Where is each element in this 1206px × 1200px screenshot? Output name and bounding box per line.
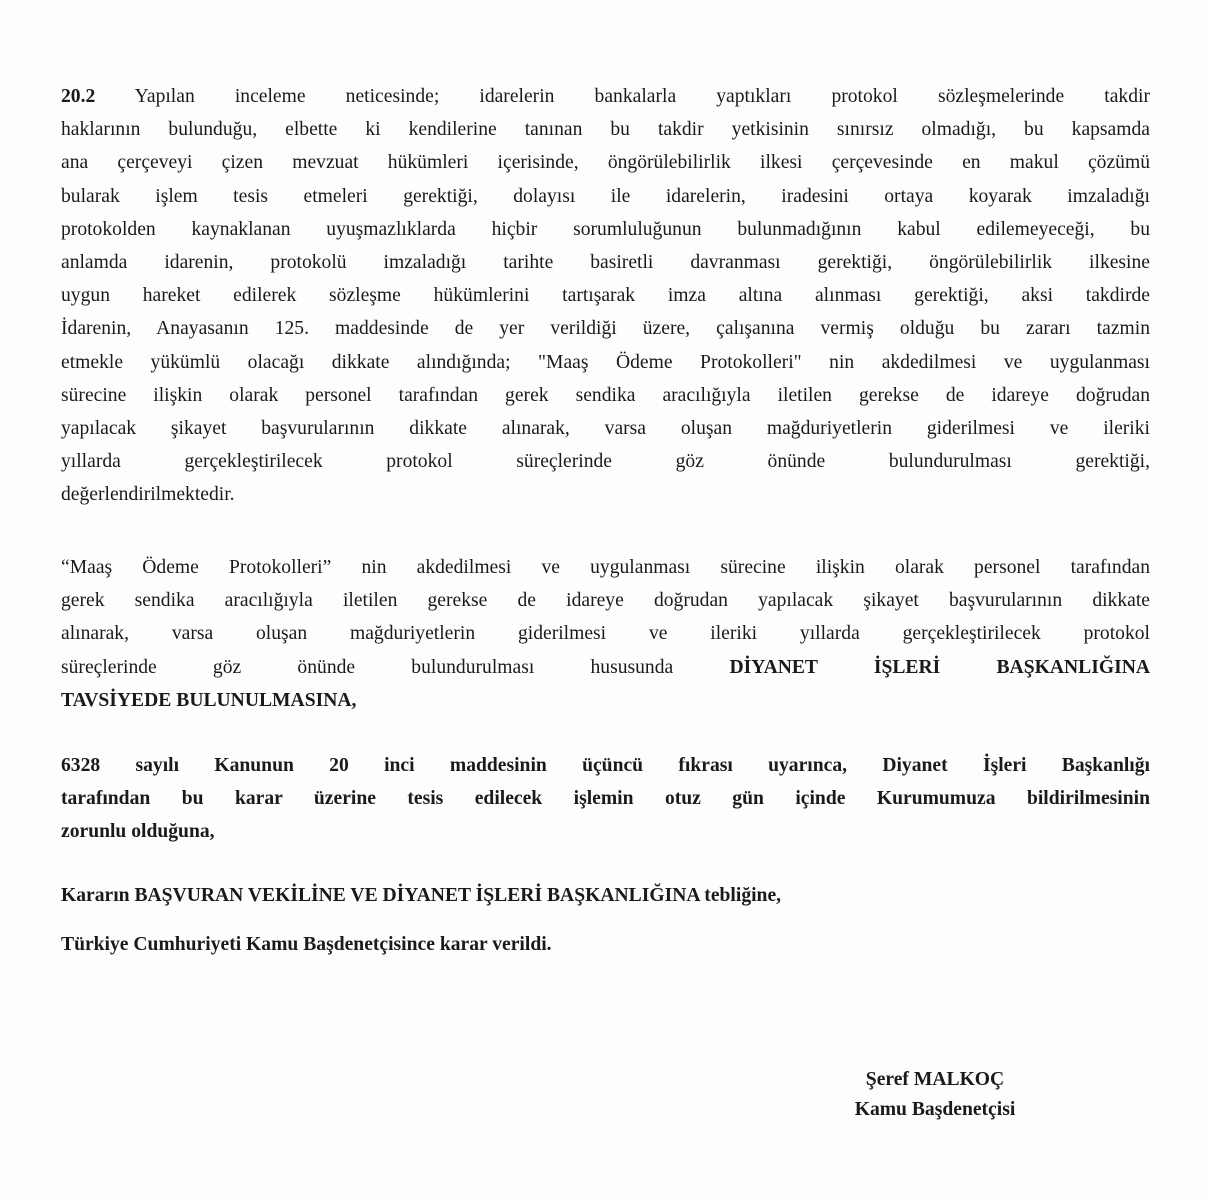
signature-name: Şeref MALKOÇ (865, 1069, 1005, 1090)
addressee-bold: DİYANET İŞLERİ BAŞKANLIĞINA (729, 656, 1150, 678)
paragraph-line: değerlendirilmektedir. (61, 484, 235, 506)
paragraph-line: yıllarda gerçekleştirilecek protokol süreçlerinde göz önünde bulundurulması gerektiği, (61, 451, 1150, 473)
paragraph-line: İdarenin, Anayasanın 125. maddesinde de yer verildiği üzere, çalışanına vermiş olduğu bu zararı tazmin (61, 318, 1150, 340)
paragraph-line: uygun hareket edilerek sözleşme hükümlerini tartışarak imza altına alınması gerektiği, aksi takdirde (61, 285, 1150, 307)
paragraph-line: yapılacak şikayet başvurularının dikkate alınarak, varsa oluşan mağduriyetlerin giderilmesi ve ileriki (61, 417, 1150, 439)
paragraph-assessment (61, 80, 1150, 511)
paragraph-line: alınarak, varsa oluşan mağduriyetlerin giderilmesi ve ileriki yıllarda gerçekleştirilecek protokol (61, 623, 1150, 645)
section-number: 20.2 (61, 86, 96, 107)
paragraph-line: etmekle yükümlü olacağı dikkate alındığında; "Maaş Ödeme Protokolleri" nin akdedilmesi ve uygulanması (61, 351, 1150, 373)
paragraph-line: anlamda idarenin, protokolü imzaladığı tarihte basiretli davranması gerektiği, öngörülebilirlik ilkesine (61, 251, 1150, 273)
paragraph-line: bularak işlem tesis etmeleri gerektiği, dolayısı ile idarelerin, iradesini ortaya koyarak imzaladığı (61, 185, 1150, 207)
paragraph-notification (61, 879, 1150, 912)
paragraph-obligation (61, 749, 1150, 849)
paragraph-line: Türkiye Cumhuriyeti Kamu Başdenetçisince karar verildi. (61, 934, 552, 955)
paragraph-line: haklarının bulunduğu, elbette ki kendilerine tanınan bu takdir yetkisinin sınırsız olmadığı, bu kapsamda (61, 119, 1150, 141)
paragraph-line: 20.2 Yapılan inceleme neticesinde; idarelerin bankalarla yaptıkları protokol sözleşmelerinde takdir (61, 86, 1150, 107)
paragraph-decision (61, 928, 1150, 961)
signature-title: Kamu Başdenetçisi (854, 1099, 1016, 1120)
paragraph-line: ana çerçeveyi çizen mevzuat hükümleri içerisinde, öngörülebilirlik ilkesi çerçevesinde en makul çözümü (61, 152, 1150, 174)
paragraph-line: sürecine ilişkin olarak personel tarafından gerek sendika aracılığıyla iletilen gerekse de idareye doğrudan (61, 384, 1150, 406)
paragraph-line: TAVSİYEDE BULUNULMASINA, (61, 689, 357, 711)
paragraph-recommendation (61, 551, 1150, 717)
paragraph-line: Kararın BAŞVURAN VEKİLİNE VE DİYANET İŞLERİ BAŞKANLIĞINA tebliğine, (61, 885, 782, 906)
paragraph-line: gerek sendika aracılığıyla iletilen gerekse de idareye doğrudan yapılacak şikayet başvurularının dikkate (61, 590, 1150, 612)
paragraph-line: tarafından bu karar üzerine tesis edilecek işlemin otuz gün içinde Kurumumuza bildirilmesinin (61, 788, 1150, 810)
paragraph-line: protokolden kaynaklanan uyuşmazlıklarda hiçbir sorumluluğunun bulunmadığının kabul edilemeyeceği, bu (61, 218, 1150, 240)
paragraph-line: zorunlu olduğuna, (61, 821, 215, 843)
paragraph-line: 6328 sayılı Kanunun 20 inci maddesinin üçüncü fıkrası uyarınca, Diyanet İşleri Başkanlığı (61, 755, 1150, 776)
paragraph-line: süreçlerinde göz önünde bulundurulması hususunda DİYANET İŞLERİ BAŞKANLIĞINA (61, 656, 1150, 678)
paragraph-line: “Maaş Ödeme Protokolleri” nin akdedilmesi ve uygulanması sürecine ilişkin olarak personel tarafından (61, 557, 1150, 578)
